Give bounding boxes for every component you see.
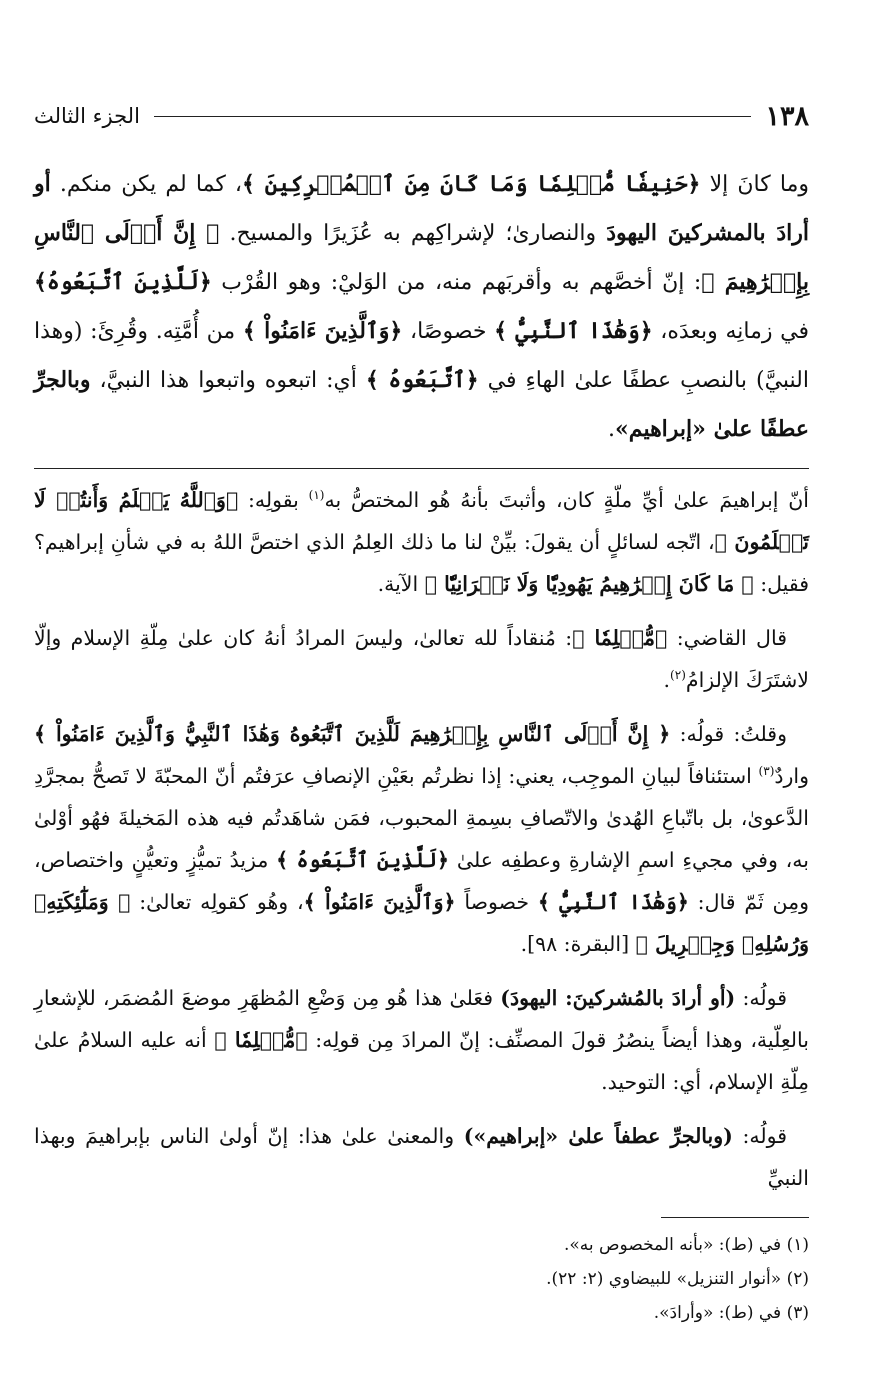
text-run: ، كما لم يكن منكم. xyxy=(50,172,243,197)
footnote-ref: (٣) xyxy=(758,764,775,779)
quran-quote: ﴿ وَمَلَٰٓئِكَتِهِۦ وَرُسُلِهِۦ وَجِبۡرِيلَ ﴾ xyxy=(34,890,809,956)
main-text xyxy=(34,160,809,454)
quran-quote: ﴿وَهَٰذَا ٱلنَّبِيُّ ﴾ xyxy=(494,318,653,344)
footnote: (٢) «أنوار التنزيل» للبيضاوي (٢: ٢٢). xyxy=(546,1269,809,1289)
text-run: أي: اتبعوه واتبعوا هذا النبيَّ، xyxy=(90,368,366,393)
text-run: : مُنقاداً لله تعالىٰ، وليسَ المرادُ أنهُ كان علىٰ مِلّةِ الإسلام وإلّا لاشتَرَكَ الإلزامُ xyxy=(34,626,809,692)
footnote-ref: (٢) xyxy=(670,668,686,683)
footnotes xyxy=(34,1228,809,1330)
text-run: وقلتُ: قولُه: xyxy=(670,722,787,746)
footnote: (١) في (ط): «بأنه المخصوص به». xyxy=(563,1235,809,1255)
commentary xyxy=(34,479,809,1199)
bold-phrase: أو أرادَ بالمشركينَ اليهودَ xyxy=(34,171,810,246)
text-run: [البقرة: ٩٨]. xyxy=(520,932,636,956)
quran-quote: ﴿ مَا كَانَ إِبۡرَٰهِيمُ يَهُودِيّٗا وَلَا نَصۡرَانِيّٗا ﴾ xyxy=(424,572,754,596)
quran-quote: ﴿ إِنَّ أَوۡلَى ٱلنَّاسِ بِإِبۡرَٰهِيمَ لَلَّذِينَ ٱتَّبَعُوهُ وَهَٰذَا ٱلنَّبِيُّ وَٱلَّذِينَ ءَامَنُواْ ﴾ xyxy=(34,722,671,746)
text-run: فعَلىٰ هذا هُو مِن وَضْعِ المُظهَرِ موضعَ المُضمَر، للإشعارِ بالعِلّية، وهذا أيضاً ينصُرُ قولَ المصنِّف: إنّ المرادَ مِن قولِه: xyxy=(34,986,809,1052)
bold-phrase: (أو أرادَ بالمُشركينَ: اليهودَ) xyxy=(500,986,736,1010)
text-run: واردٌ xyxy=(774,764,809,788)
text-run: أنه عليه السلامُ علىٰ مِلّةِ الإسلام، أي: التوحيد. xyxy=(34,1028,809,1094)
text-run: من أُمَّتِه. وقُرِئَ: (وهذا النبيَّ) بالنصبِ عطفًا علىٰ الهاءِ في xyxy=(34,319,809,393)
text-run: . xyxy=(608,417,616,442)
text-run: والنصارىٰ؛ لإشراكِهم به عُزَيرًا والمسيح. xyxy=(219,221,607,246)
quran-quote: ﴿وَهَٰذَا ٱلنَّبِيُّ ﴾ xyxy=(537,890,689,914)
book-page xyxy=(34,96,810,1323)
commentary-paragraph xyxy=(34,479,809,605)
quran-quote: ﴿وَٱلَّذِينَ ءَامَنُواْ ﴾ xyxy=(303,890,456,914)
text-run: خصوصاً xyxy=(455,890,538,914)
quran-quote: ﴿مُّسۡلِمٗا ﴾ xyxy=(572,626,668,650)
text-run: ، اتّجه لسائلٍ أن يقولَ: بيِّنْ لنا ما ذلك العِلمُ الذي اختصَّ اللهُ به في شأنِ إبراهيم؟ فقيل: xyxy=(34,530,809,596)
text-run: . xyxy=(663,668,671,692)
commentary-paragraph xyxy=(34,977,809,1103)
bold-phrase: وبالجرِّ عطفًا علىٰ «إبراهيم» xyxy=(34,367,809,442)
quran-quote: ﴿ٱتَّبَعُوهُ ﴾ xyxy=(365,367,479,393)
text-run: خصوصًا، xyxy=(402,319,495,344)
quran-quote: ﴿مُّسۡلِمٗا ﴾ xyxy=(214,1028,308,1052)
quran-quote: ﴿لَلَّذِينَ ٱتَّبَعُوهُ﴾ xyxy=(34,269,212,295)
text-run: وما كانَ إلا xyxy=(700,172,809,197)
footnote-ref: (١) xyxy=(308,488,325,503)
text-run: أنّ إبراهيمَ علىٰ أيِّ ملّةٍ كان، وأثبتَ بأنهُ هُو المختصُّ به xyxy=(324,488,809,512)
page-number: ١٣٨ xyxy=(765,100,809,132)
main-paragraph xyxy=(34,160,809,454)
text-run: ، وهُو كقولِه تعالىٰ: xyxy=(130,890,304,914)
commentary-paragraph xyxy=(34,617,809,701)
text-run: استئنافاً لبيانِ الموجِب، يعني: إذا نظرتُم بعَيْنِ الإنصافِ عرَفتُم أنّ المحبّةَ لا تَصحُّ بمجرَّدِ الدَّعوىٰ، بل باتّباعِ الهُدىٰ والاتّصافِ بسِمةِ المحبوب، فمَن شاهَدتُم فيه هذه المَخيلةَ فهُو أوْلىٰ به، وفي مجيءِ اسمِ الإشارةِ وعطفِه علىٰ xyxy=(34,764,809,872)
header-divider xyxy=(154,116,752,117)
footnote: (٣) في (ط): «وأرادَ». xyxy=(653,1303,809,1323)
text-run: مزيدُ تميُّزٍ وتعيُّنٍ واختصاص، ومِن ثَمّ قال: xyxy=(34,848,809,914)
part-title: الجزء الثالث xyxy=(34,104,140,128)
text-run: في زمانِه وبعدَه، xyxy=(652,319,810,344)
quran-quote: ﴿وَٱلَّذِينَ ءَامَنُواْ ﴾ xyxy=(242,318,403,344)
page-header xyxy=(34,96,809,136)
commentary-paragraph xyxy=(34,713,809,965)
text-run: قولُه: xyxy=(735,986,787,1010)
quran-quote: ﴿وَٱللَّهُ يَعۡلَمُ وَأَنتُمۡ لَا تَعۡلَمُونَ ﴾ xyxy=(34,488,809,554)
quran-quote: ﴿ إِنَّ أَوۡلَى ٱلنَّاسِ بِإِبۡرَٰهِيمَ ﴾ xyxy=(34,220,809,295)
bold-phrase: (وبالجرِّ عطفاً علىٰ «إبراهيم») xyxy=(463,1124,733,1148)
quran-quote: ﴿لَلَّذِينَ ٱتَّبَعُوهُ ﴾ xyxy=(276,848,450,872)
footnote-divider xyxy=(661,1217,809,1218)
commentary-paragraph xyxy=(34,1115,809,1199)
text-run: : إنّ أخصَّهم به وأقربَهم منه، من الوَليْ: وهو القُرْب xyxy=(211,270,702,295)
text-run: قال القاضي: xyxy=(667,626,787,650)
text-run: قولُه: xyxy=(732,1124,787,1148)
quran-quote: ﴿حَنِيفٗا مُّسۡلِمٗا وَمَا كَانَ مِنَ ٱلۡمُشۡرِكِينَ ﴾ xyxy=(242,171,701,197)
text-run: والمعنىٰ علىٰ هذا: إنّ أولىٰ الناس بإبراهيمَ وبهذا النبيِّ xyxy=(34,1124,809,1190)
text-run: بقولِه: xyxy=(238,488,309,512)
section-divider xyxy=(34,468,809,469)
text-run: الآية. xyxy=(377,572,425,596)
